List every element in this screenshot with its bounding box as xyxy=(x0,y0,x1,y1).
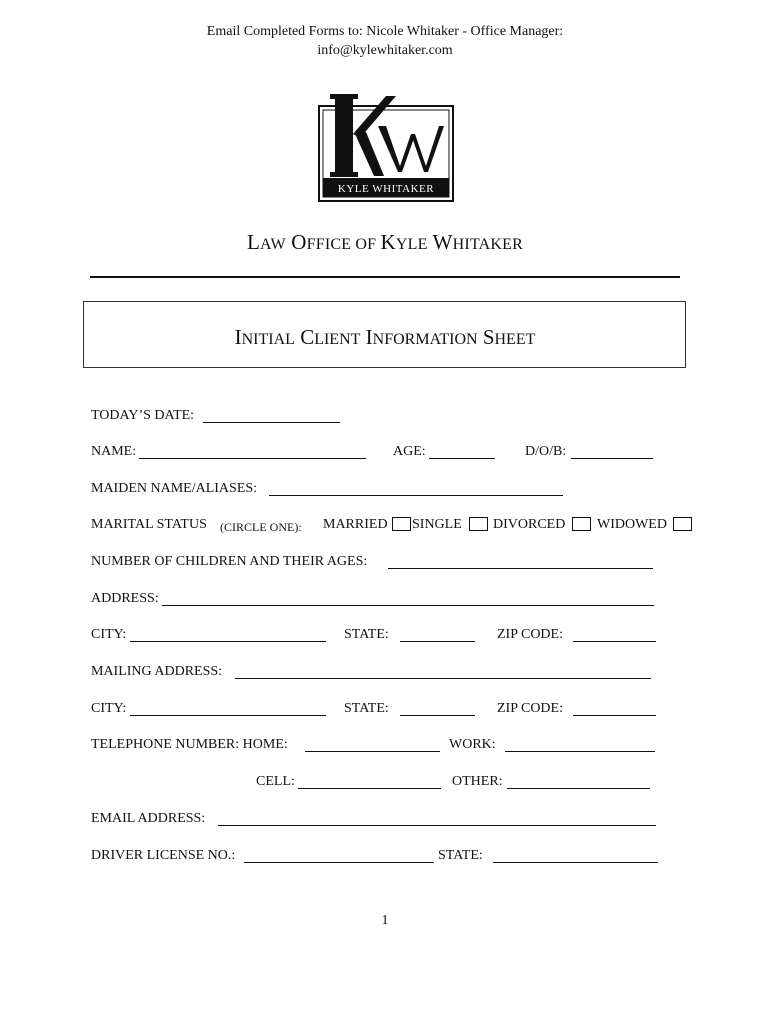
married-label: MARRIED xyxy=(323,517,388,532)
married-checkbox[interactable] xyxy=(392,517,411,531)
city-label: CITY: xyxy=(91,627,127,642)
header-email-address: info@kylewhitaker.com xyxy=(317,43,453,58)
children-field[interactable] xyxy=(388,568,653,569)
single-checkbox[interactable] xyxy=(469,517,488,531)
mailing-state-label: STATE: xyxy=(344,701,389,716)
license-state-label: STATE: xyxy=(438,848,483,863)
name-label: NAME: xyxy=(91,444,137,459)
email-field[interactable] xyxy=(218,825,656,826)
license-label: DRIVER LICENSE NO.: xyxy=(91,848,236,863)
maiden-label: MAIDEN NAME/ALIASES: xyxy=(91,481,258,496)
single-label: SINGLE xyxy=(412,517,462,532)
circle-one-label: (CIRCLE ONE): xyxy=(220,520,302,534)
name-field[interactable] xyxy=(139,458,366,459)
work-phone-field[interactable] xyxy=(505,751,655,752)
maiden-field[interactable] xyxy=(269,495,563,496)
city-field[interactable] xyxy=(130,641,326,642)
children-label: NUMBER OF CHILDREN AND THEIR AGES: xyxy=(91,554,368,569)
state-field[interactable] xyxy=(400,641,475,642)
widowed-label: WIDOWED xyxy=(597,517,667,532)
telephone-home-field[interactable] xyxy=(305,751,440,752)
mailing-state-field[interactable] xyxy=(400,715,475,716)
todays-date-field[interactable] xyxy=(203,422,340,423)
address-field[interactable] xyxy=(162,605,654,606)
widowed-checkbox[interactable] xyxy=(673,517,692,531)
license-state-field[interactable] xyxy=(493,862,658,863)
cell-label: CELL: xyxy=(256,774,295,789)
telephone-home-label: TELEPHONE NUMBER: HOME: xyxy=(91,737,288,752)
age-field[interactable] xyxy=(429,458,495,459)
age-label: AGE: xyxy=(393,444,426,459)
zip-label: ZIP CODE: xyxy=(497,627,563,642)
divorced-checkbox[interactable] xyxy=(572,517,591,531)
divorced-label: DIVORCED xyxy=(493,517,566,532)
logo-name: KYLE WHITAKER xyxy=(337,183,435,195)
other-label: OTHER: xyxy=(452,774,503,789)
license-field[interactable] xyxy=(244,862,434,863)
mailing-zip-label: ZIP CODE: xyxy=(497,701,563,716)
todays-date-label: TODAY’S DATE: xyxy=(91,408,195,423)
mailing-label: MAILING ADDRESS: xyxy=(91,664,223,679)
cell-phone-field[interactable] xyxy=(298,788,441,789)
sheet-title: INITIAL CLIENT INFORMATION SHEET xyxy=(234,325,536,349)
header-email-instruction: Email Completed Forms to: Nicole Whitaker - Office Manager: xyxy=(206,24,564,39)
marital-label: MARITAL STATUS xyxy=(91,517,207,532)
firm-title: LAW OFFICE OF KYLE WHITAKER xyxy=(247,230,523,254)
zip-field[interactable] xyxy=(573,641,656,642)
state-label: STATE: xyxy=(344,627,389,642)
email-label: EMAIL ADDRESS: xyxy=(91,811,206,826)
dob-field[interactable] xyxy=(571,458,653,459)
mailing-city-field[interactable] xyxy=(130,715,326,716)
mailing-city-label: CITY: xyxy=(91,701,127,716)
kw-logo xyxy=(318,92,454,202)
address-label: ADDRESS: xyxy=(91,591,159,606)
other-phone-field[interactable] xyxy=(507,788,650,789)
work-label: WORK: xyxy=(449,737,496,752)
mailing-field[interactable] xyxy=(235,678,651,679)
dob-label: D/O/B: xyxy=(525,444,567,459)
mailing-zip-field[interactable] xyxy=(573,715,656,716)
title-rule xyxy=(90,276,680,278)
page-number: 1 xyxy=(381,913,389,928)
